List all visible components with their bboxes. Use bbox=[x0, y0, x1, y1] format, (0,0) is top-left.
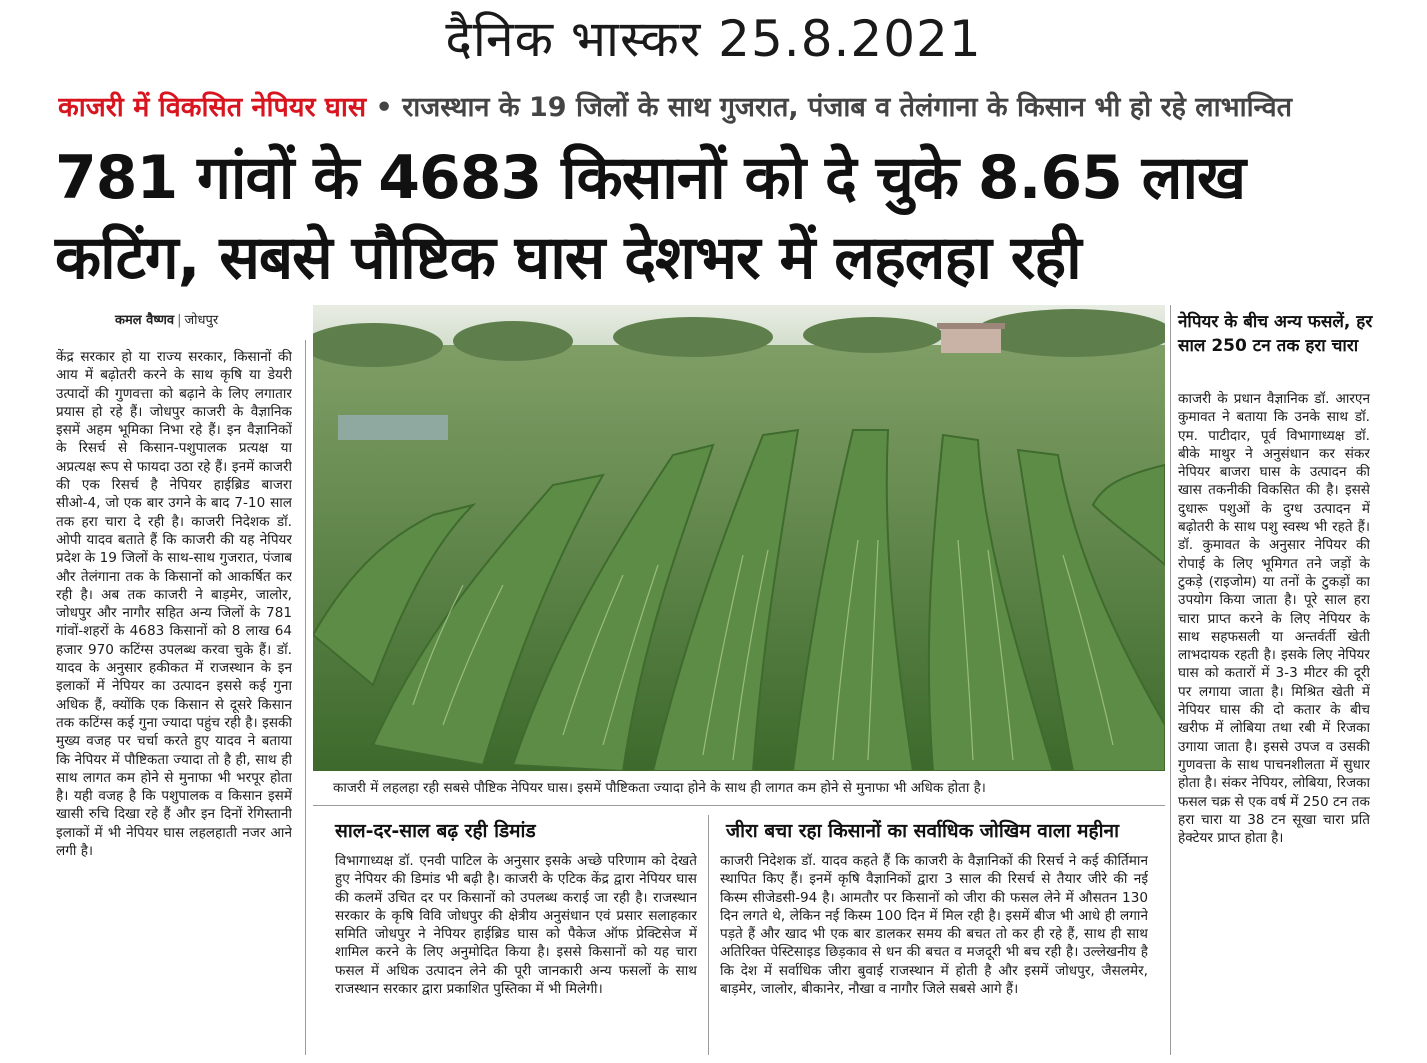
article-column-4: काजरी के प्रधान वैज्ञानिक डॉ. आरएन कुमावत ने बताया कि उनके साथ डॉ. एम. पाटीदार, पूर्व विभागाध्यक्ष डॉ. बीके माथुर ने अनुसंधान कर संकर नेपियर बाजरा घास के उत्पादन की खास तकनीकी विकसित की है। इससे दुधारू पशुओं के दुग्ध उत्पादन में बढ़ोतरी के साथ पशु स्वस्थ भी रहते हैं। डॉ. कुमावत के अनुसार नेपियर की रोपाई के लिए भूमिगत तने जड़ों के टुकड़े (राइजोम) या तनों के टुकड़ों का उपयोग किया जाता है। पूरे साल हरा चारा प्राप्त करने के लिए नेपियर के साथ सहफसली या अन्तर्वर्ती खेती लाभदायक रहती है। इसके लिए नेपियर घास को कतारों में 3-3 मीटर की दूरी पर लगाया जाता है। मिश्रित खेती में नेपियर घास की दो कतार के बीच खरीफ में लोबिया तथा रबी में रिजका उगाया जाता है। इससे उपज व उसकी गुणवत्ता के साथ पाचनशीलता में सुधार होता है। संकर नेपियर, लोबिया, रिजका फसल चक्र से एक वर्ष में 250 टन तक हरा चारा या 38 टन सूखा चारा प्रति हेक्टेयर प्राप्त होता है। bbox=[1178, 391, 1370, 847]
newspaper-masthead: दैनिक भास्कर 25.8.2021 bbox=[445, 10, 982, 68]
byline-city: जोधपुर bbox=[184, 313, 219, 328]
section-heading-cumin: जीरा बचा रहा किसानों का सर्वाधिक जोखिम वाला महीना bbox=[726, 820, 1119, 842]
photo-caption: काजरी में लहलहा रही सबसे पौष्टिक नेपियर घास। इसमें पौष्टिकता ज्यादा होने के साथ ही लागत कम होने से मुनाफा भी अधिक होता है। bbox=[333, 780, 986, 796]
column-divider-left bbox=[305, 340, 306, 1055]
headline-line-2: कटिंग, सबसे पौष्टिक घास देशभर में लहलहा रही bbox=[55, 223, 1081, 293]
article-column-1: केंद्र सरकार हो या राज्य सरकार, किसानों की आय में बढ़ोतरी करने के साथ कृषि या डेयरी उत्पादों की गुणवत्ता को बढ़ाने के लिए लगातार प्रयास हो रहे हैं। जोधपुर काजरी के वैज्ञानिक इसमें अहम भूमिका निभा रहे हैं। इन वैज्ञानिकों के रिसर्च से किसान-पशुपालक प्रत्यक्ष या अप्रत्यक्ष रूप से फायदा उठा रहे हैं। इनमें काजरी की एक रिसर्च है नेपियर हाईब्रिड बाजरा सीओ-4, जो एक बार उगने के बाद 7-10 साल तक हरा चारा दे रही है। काजरी निदेशक डॉ. ओपी यादव बताते हैं कि काजरी की यह नेपियर प्रदेश के 19 जिलों के साथ-साथ गुजरात, पंजाब और तेलंगाना तक के किसानों को आकर्षित कर रही है। अब तक काजरी ने बाड़मेर, जालोर, जोधपुर और नागौर सहित अन्य जिलों के 781 गांवों-शहरों के 4683 किसानों को 8 लाख 64 हजार 970 कटिंग्स उपलब्ध करवा चुके हैं। डॉ. यादव के अनुसार हकीकत में राजस्थान के इन इलाकों में नेपियर का उत्पादन इससे कई गुना अधिक हैं, क्योंकि एक किसान से दूसरे किसान तक कटिंग्स कई गुना ज्यादा पहुंच रही है। इसकी मुख्य वजह पर चर्चा करते हुए यादव ने बताया कि नेपियर में पौष्टिकता ज्यादा तो है ही, साथ ही साथ लागत कम होने से मुनाफा भी भरपूर होता है। यही वजह है कि पशुपालक व किसान इसमें खासी रुचि दिखा रहे हैं और इन दिनों रेगिस्तानी इलाकों में भी नेपियर घास लहलहाती नजर आने लगी है। bbox=[56, 349, 292, 860]
article-column-2: विभागाध्यक्ष डॉ. एनवी पाटिल के अनुसार इसके अच्छे परिणाम को देखते हुए नेपियर की डिमांड भी बढ़ी है। काजरी के एटिक केंद्र द्वारा नेपियर घास की कलमें उचित दर पर किसानों को उपलब्ध कराई जा रही है। राजस्थान सरकार के कृषि विवि जोधपुर की क्षेत्रीय अनुसंधान एवं प्रसार सलाहकार समिति जोधपुर ने नेपियर हाईब्रिड घास को पैकेज ऑफ प्रेक्टिसेज में शामिल करने के लिए अनुमोदित किया है। इससे किसानों को यह चारा फसल में अधिक उत्पादन लेने की पूरी जानकारी अन्य फसलों के साथ राजस्थान सरकार द्वारा प्रकाशित पुस्तिका में भी मिलेगी। bbox=[335, 853, 697, 998]
byline-separator: | bbox=[177, 313, 182, 328]
napier-grass-photo bbox=[313, 305, 1165, 771]
kicker-topic: काजरी में विकसित नेपियर घास bbox=[58, 92, 367, 123]
column-divider-right bbox=[1170, 305, 1171, 1055]
kicker-line bbox=[58, 88, 1388, 128]
headline bbox=[55, 138, 1385, 298]
kicker-text: राजस्थान के 19 जिलों के साथ गुजरात, पंजाब व तेलंगाना के किसान भी हो रहे लाभान्वित bbox=[402, 92, 1293, 123]
headline-line-1: 781 गांवों के 4683 किसानों को दे चुके 8.65 लाख bbox=[55, 143, 1246, 213]
caption-divider bbox=[313, 805, 1165, 806]
column-divider-middle bbox=[708, 815, 709, 1055]
kicker-bullet: • bbox=[366, 92, 403, 123]
section-heading-demand: साल-दर-साल बढ़ रही डिमांड bbox=[335, 820, 536, 842]
byline-author: कमल वैष्णव bbox=[115, 313, 175, 328]
section-heading-intercrop: नेपियर के बीच अन्य फसलें, हर साल 250 टन तक हरा चारा bbox=[1178, 312, 1373, 356]
grass-field-illustration bbox=[313, 305, 1165, 771]
byline bbox=[115, 310, 305, 328]
article-column-3: काजरी निदेशक डॉ. यादव कहते हैं कि काजरी के वैज्ञानिकों की रिसर्च ने कई कीर्तिमान स्थापित किए हैं। इनमें कृषि वैज्ञानिकों द्वारा 3 साल की रिसर्च से तैयार जीरे की नई किस्म सीजेडसी-94 है। आमतौर पर किसानों को जीरा की फसल लेने में औसतन 130 दिन लगते थे, लेकिन नई किस्म 100 दिन में मिल रही है। इसमें बीज भी आधे ही लगाने पड़ते हैं और खाद भी एक बार डालकर समय की बचत तो कर ही रहे हैं, साथ ही साथ अतिरिक्त पेस्टिसाइड छिड़काव से धन की बचत व मजदूरी भी बच रही है। उल्लेखनीय है कि देश में सर्वाधिक जीरा बुवाई राजस्थान में होती है और इसमें जोधपुर, जैसलमेर, बाड़मेर, जालोर, बीकानेर, नौखा व नागौर जिले सबसे आगे हैं। bbox=[720, 853, 1148, 998]
